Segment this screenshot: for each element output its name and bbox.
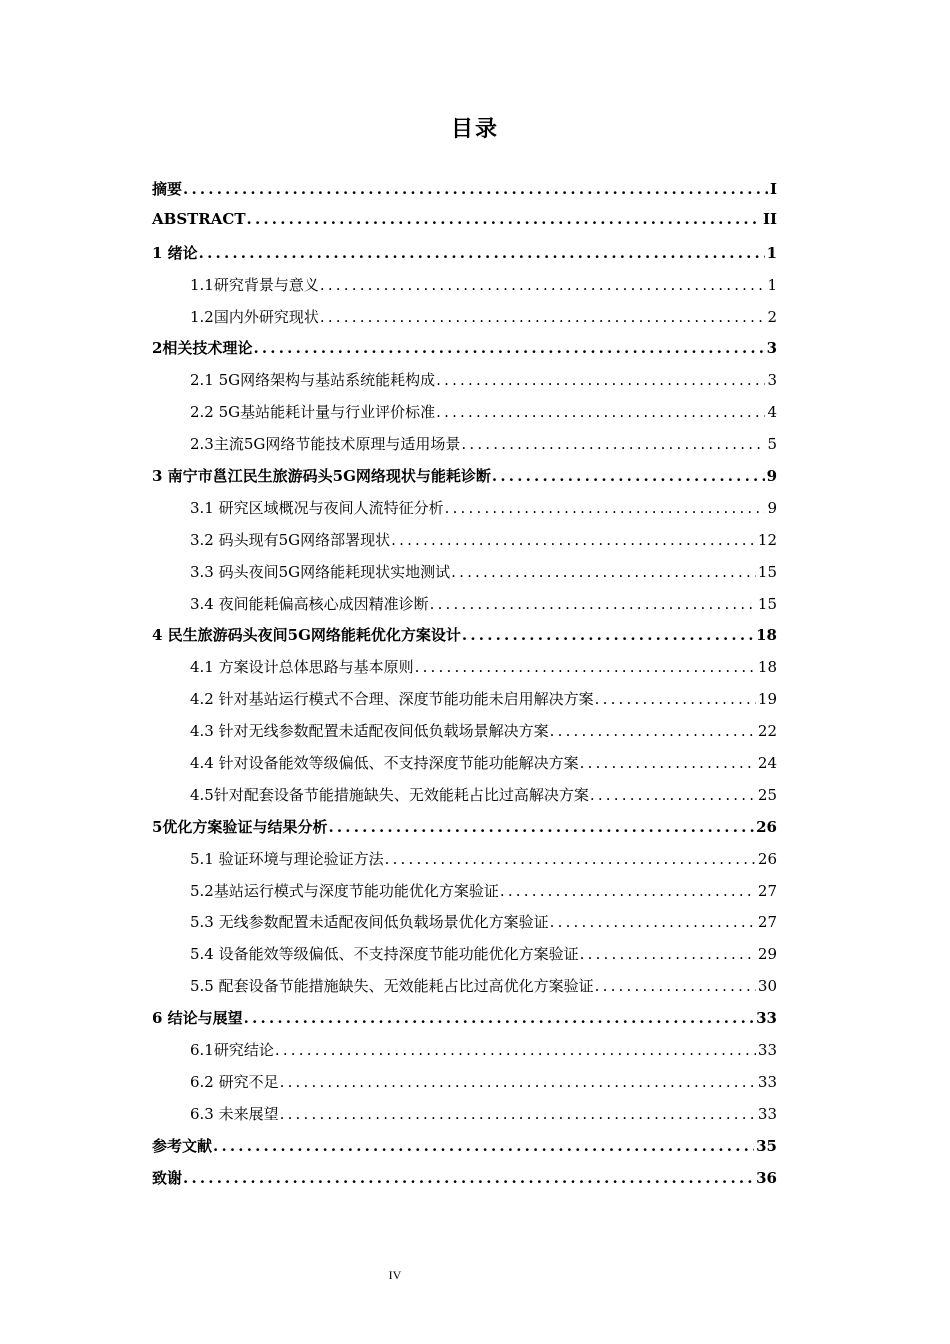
toc-entry[interactable] — [152, 880, 777, 912]
toc-entry-label: 5优化方案验证与结果分析 — [152, 817, 328, 836]
toc-entry-page: 12 — [757, 530, 777, 549]
toc-dot-leader — [430, 595, 756, 613]
toc-entry[interactable] — [152, 975, 777, 1007]
toc-entry-label: 4.1 方案设计总体思路与基本原则 — [190, 658, 414, 677]
toc-entry[interactable] — [152, 784, 777, 816]
toc-entry-page: 15 — [757, 562, 777, 581]
toc-entry-label: 1.2国内外研究现状 — [190, 307, 319, 326]
toc-dot-leader — [328, 818, 754, 836]
toc-dot-leader — [445, 499, 766, 517]
toc-entry-page: 29 — [757, 945, 777, 964]
page-number: IV — [388, 1268, 402, 1282]
toc-entry-page: 24 — [757, 754, 777, 773]
toc-entry-label: 6.1研究结论 — [190, 1041, 274, 1060]
toc-entry[interactable] — [152, 210, 777, 242]
toc-entry[interactable] — [152, 529, 777, 561]
toc-entry[interactable] — [152, 274, 777, 306]
toc-entry-label: 1.1研究背景与意义 — [190, 275, 319, 294]
toc-entry-page: 3 — [767, 371, 777, 390]
toc-entry[interactable] — [152, 465, 777, 497]
toc-entry[interactable] — [152, 1135, 777, 1167]
toc-entry-label: 6.2 研究不足 — [190, 1072, 279, 1091]
toc-entry[interactable] — [152, 401, 777, 433]
toc-dot-leader — [253, 339, 764, 357]
toc-entry[interactable] — [152, 1071, 777, 1103]
toc-entry[interactable] — [152, 369, 777, 401]
toc-dot-leader — [436, 403, 765, 421]
toc-entry-page: 26 — [756, 817, 777, 836]
toc-entry-page: 25 — [757, 785, 777, 804]
toc-entry-page: 3 — [766, 339, 777, 358]
toc-entry-page: 4 — [767, 403, 777, 422]
toc-entry-page: 1 — [767, 275, 777, 294]
toc-dot-leader — [595, 690, 756, 708]
toc-entry-page: 36 — [756, 1168, 777, 1187]
toc-dot-leader — [580, 945, 756, 963]
toc-entry-label: 5.1 验证环境与理论验证方法 — [190, 849, 384, 868]
toc-entry[interactable] — [152, 497, 777, 529]
toc-dot-leader — [461, 435, 765, 453]
toc-dot-leader — [183, 180, 768, 198]
toc-entry[interactable] — [152, 433, 777, 465]
toc-entry-page: 27 — [757, 881, 777, 900]
toc-dot-leader — [580, 754, 756, 772]
page-title: 目录 — [450, 117, 499, 142]
toc-entry-label: 摘要 — [152, 180, 183, 198]
toc-entry-page: 9 — [767, 498, 777, 517]
toc-entry-label: 4.5针对配套设备节能措施缺失、无效能耗占比过高解决方案 — [190, 785, 589, 804]
toc-entry-label: 4.4 针对设备能效等级偏低、不支持深度节能功能解决方案 — [190, 754, 579, 773]
toc-entry-label: 5.3 无线参数配置未适配夜间低负载场景优化方案验证 — [190, 913, 549, 932]
toc-dot-leader — [320, 308, 766, 326]
toc-entry-page: 9 — [766, 467, 777, 486]
toc-entry[interactable] — [152, 848, 777, 880]
toc-entry-label: 2相关技术理论 — [152, 339, 253, 358]
toc-entry-label: 4 民生旅游码头夜间5G网络能耗优化方案设计 — [152, 626, 461, 645]
toc-dot-leader — [550, 722, 756, 740]
toc-entry[interactable] — [152, 1039, 777, 1071]
toc-entry-label: 2.2 5G基站能耗计量与行业评价标准 — [190, 403, 436, 422]
toc-dot-leader — [550, 913, 756, 931]
toc-entry-label: 6.3 未来展望 — [190, 1104, 279, 1123]
toc-entry-label: 5.4 设备能效等级偏低、不支持深度节能功能优化方案验证 — [190, 945, 579, 964]
toc-dot-leader — [320, 276, 766, 294]
toc-dot-leader — [183, 1169, 754, 1187]
toc-dot-leader — [280, 1073, 756, 1091]
toc-entry-label: 3 南宁市邕江民生旅游码头5G网络现状与能耗诊断 — [152, 467, 491, 486]
toc-entry-label: 1 绪论 — [152, 243, 198, 262]
toc-entry[interactable] — [152, 656, 777, 688]
toc-dot-leader — [385, 850, 756, 868]
toc-entry-page: 33 — [757, 1041, 777, 1060]
toc-entry-label: 3.2 码头现有5G网络部署现状 — [190, 530, 391, 549]
toc-entry[interactable] — [152, 911, 777, 943]
toc-entry-page: 18 — [756, 626, 777, 645]
toc-entry[interactable] — [152, 178, 777, 210]
toc-dot-leader — [391, 531, 756, 549]
toc-entry-label: 参考文献 — [152, 1136, 213, 1155]
toc-dot-leader — [280, 1105, 756, 1123]
toc-entry-page: 22 — [757, 722, 777, 741]
toc-entry-page: 35 — [756, 1136, 777, 1155]
toc-entry-page: 26 — [757, 849, 777, 868]
toc-dot-leader — [199, 244, 765, 262]
toc-entry-label: 4.3 针对无线参数配置未适配夜间低负载场景解决方案 — [190, 722, 549, 741]
toc-entry[interactable] — [152, 306, 777, 338]
toc-entry-page: 5 — [767, 435, 777, 454]
toc-entry-page: 18 — [757, 658, 777, 677]
toc-entry[interactable] — [152, 242, 777, 274]
toc-entry-label: 5.2基站运行模式与深度节能功能优化方案验证 — [190, 881, 499, 900]
toc-entry-label: 4.2 针对基站运行模式不合理、深度节能功能未启用解决方案 — [190, 690, 594, 709]
toc-entry[interactable] — [152, 1007, 777, 1039]
toc-dot-leader — [436, 371, 765, 389]
toc-entry-page: 33 — [757, 1104, 777, 1123]
toc-dot-leader — [500, 882, 756, 900]
toc-entry-label: 3.1 研究区域概况与夜间人流特征分析 — [190, 498, 444, 517]
toc-dot-leader — [244, 1009, 754, 1027]
toc-dot-leader — [590, 786, 756, 804]
toc-entry-page: 1 — [766, 243, 777, 262]
toc-dot-leader — [415, 658, 756, 676]
toc-entry-page: 30 — [757, 977, 777, 996]
toc-entry-label: 2.1 5G网络架构与基站系统能耗构成 — [190, 371, 436, 390]
toc-entry-page: 33 — [756, 1009, 777, 1028]
toc-entry[interactable] — [152, 1167, 777, 1199]
toc-dot-leader — [275, 1041, 756, 1059]
toc-entry-label: ABSTRACT — [152, 209, 246, 228]
toc-entry-label: 3.4 夜间能耗偏高核心成因精准诊断 — [190, 594, 429, 613]
toc-entry-page: 19 — [757, 690, 777, 709]
toc-entry-label: 6 结论与展望 — [152, 1009, 243, 1028]
toc-entry-page: 27 — [757, 913, 777, 932]
toc-entry-page: 33 — [757, 1072, 777, 1091]
toc-entry-page: I — [769, 180, 777, 198]
toc-dot-leader — [451, 563, 756, 581]
toc-dot-leader — [213, 1137, 754, 1155]
toc-entry[interactable] — [152, 593, 777, 625]
toc-entry[interactable] — [152, 688, 777, 720]
toc-entry-page: 15 — [757, 594, 777, 613]
toc-entry[interactable] — [152, 624, 777, 656]
toc-dot-leader — [492, 467, 765, 485]
toc-dot-leader — [595, 977, 756, 995]
toc-entry-label: 2.3主流5G网络节能技术原理与适用场景 — [190, 435, 461, 454]
toc-entry-page: 2 — [767, 307, 777, 326]
toc-entry[interactable] — [152, 943, 777, 975]
toc-dot-leader — [247, 210, 761, 228]
toc-entry-label: 3.3 码头夜间5G网络能耗现状实地测试 — [190, 562, 451, 581]
toc-entry-label: 致谢 — [152, 1168, 183, 1187]
toc-entry[interactable] — [152, 720, 777, 752]
toc-entry[interactable] — [152, 816, 777, 848]
toc-entry[interactable] — [152, 752, 777, 784]
toc-entry[interactable] — [152, 337, 777, 369]
toc-entry[interactable] — [152, 561, 777, 593]
toc-entry-label: 5.5 配套设备节能措施缺失、无效能耗占比过高优化方案验证 — [190, 977, 594, 996]
table-of-contents — [152, 178, 777, 1199]
toc-entry[interactable] — [152, 1103, 777, 1135]
toc-entry-page: II — [762, 209, 777, 228]
toc-dot-leader — [462, 626, 754, 644]
